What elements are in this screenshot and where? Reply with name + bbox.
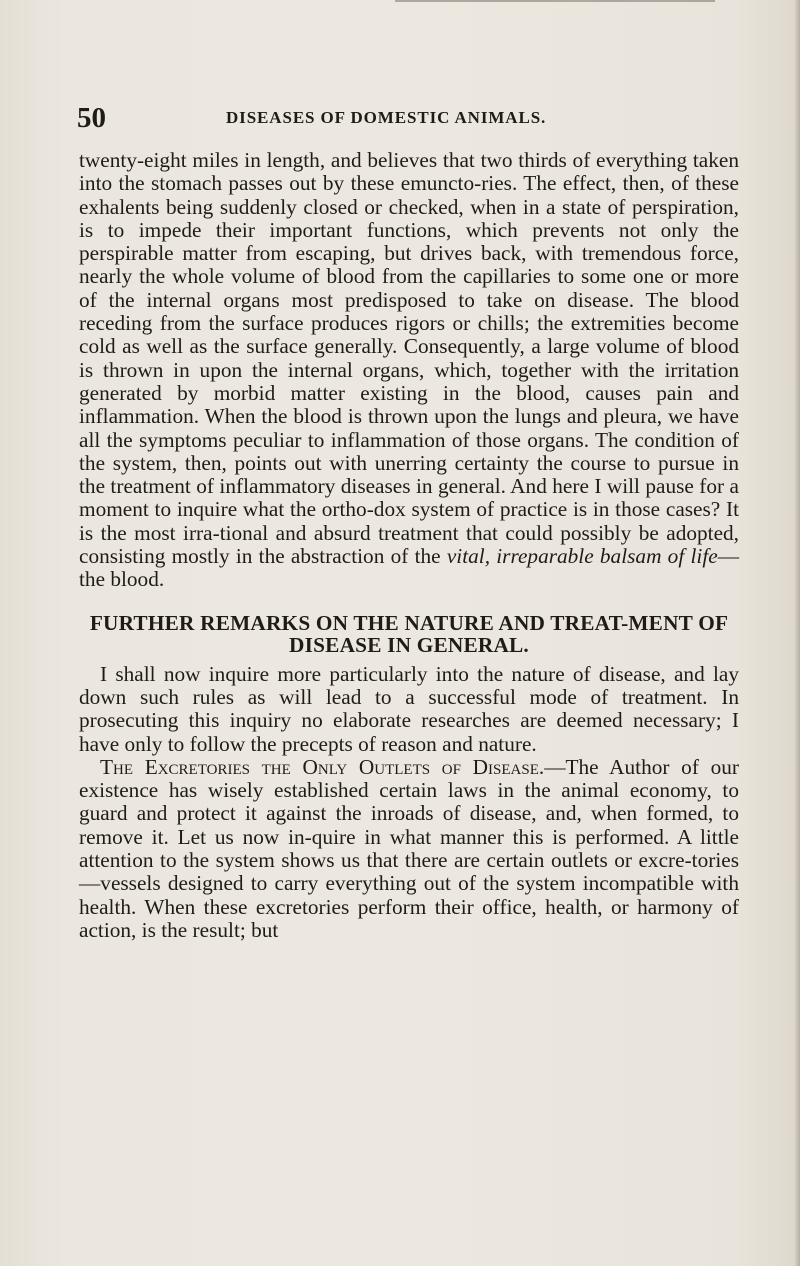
paragraph-3-heading: The Excretories the Only Outlets of Disease. [100,754,545,779]
body-text [79,149,739,942]
paragraph-3-text: —The Author of our existence has wisely established certain laws in the animal economy, to guard and protect it against the inroads of disease, and, when formed, to remove it. Let us now in-quire in what manner this is performed. A little attention to the system shows us that there are certain outlets or excre-tories—vessels designed to carry everything out of the system incompatible with health. When these excretories perform their office, health, or harmony of action, is the result; but [79,754,740,942]
paragraph-1 [79,149,739,592]
paragraph-2: I shall now inquire more particularly into the nature of disease, and lay down such rules as will lead to a successful mode of treatment. In prosecuting this inquiry no elaborate researches are deemed necessary; I have only to follow the precepts of reason and nature. [79,661,739,756]
page-gutter-shadow [794,0,800,1266]
running-title: DISEASES OF DOMESTIC ANIMALS. [226,108,547,127]
page-edge-shadow [395,0,715,2]
section-title: FURTHER REMARKS ON THE NATURE AND TREAT-MENT OF DISEASE IN GENERAL. [89,610,729,657]
paragraph-1-tail: —the blood. [79,544,739,592]
page-number: 50 [77,102,106,134]
paragraph-3 [79,756,739,942]
paragraph-1-italic: vital, irreparable balsam of life [446,544,718,569]
paragraph-1-text: twenty-eight miles in length, and believes that two thirds of everything taken into the stomach passes out by these emuncto-ries. The effect, then, of these exhalents being suddenly closed or checked, when in a state of perspiration, is to impede their important functions, which prevents not only the perspirable matter from escaping, but drives back, with tremendous force, nearly the whole volume of blood from the capillaries to some one or more of the internal organs most predisposed to take on disease. The blood receding from the surface produces rigors or chills; the extremities become cold as well as the surface generally. Consequently, a large volume of blood is thrown in upon the internal organs, which, together with the irritation generated by morbid matter existing in the blood, causes pain and inflammation. When the blood is thrown upon the lungs and pleura, we have all the symptoms peculiar to inflammation of those organs. The condition of the system, then, points out with unerring certainty the course to pursue in the treatment of inflammatory diseases in general. And here I will pause for a moment to inquire what the ortho-dox system of practice is in those cases? It is the most irra-tional and absurd treatment that could possibly be adopted, consisting mostly in the abstraction of the [79,148,739,569]
page-header [77,100,737,136]
